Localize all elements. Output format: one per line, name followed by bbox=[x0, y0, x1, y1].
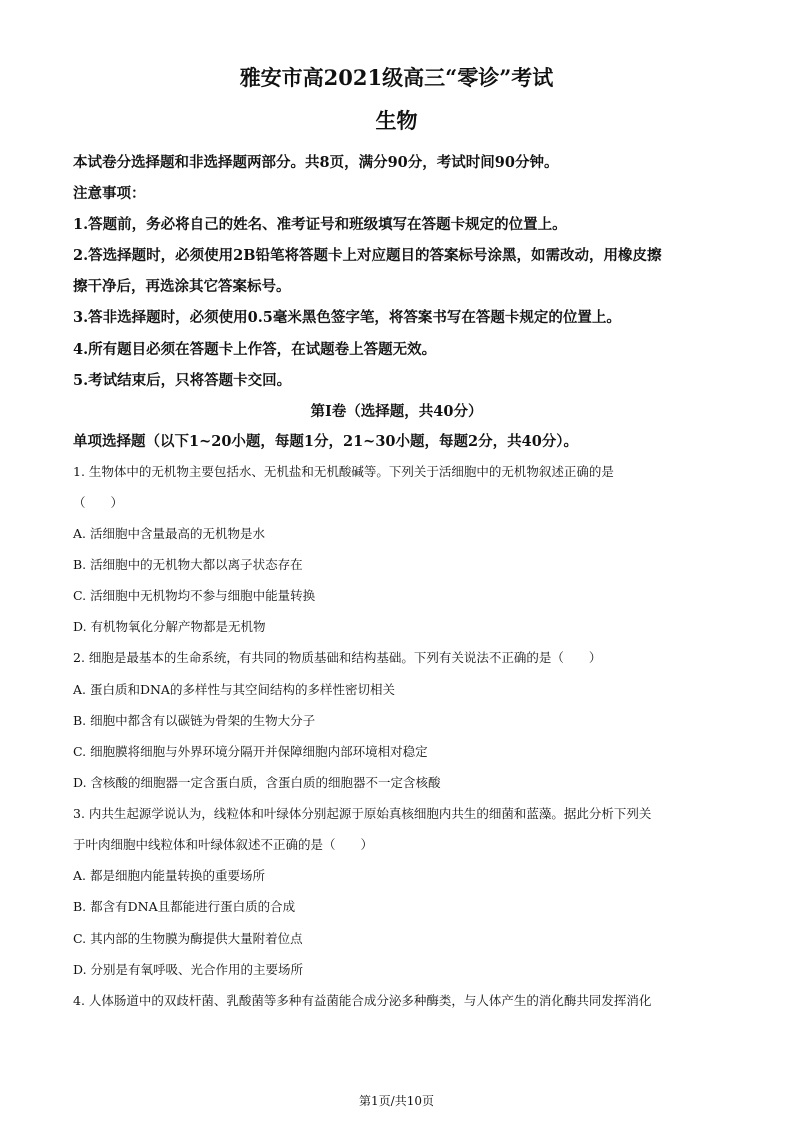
q1-stem-line-2: （ ） bbox=[73, 495, 124, 510]
q3-option-d: D. 分别是有氧呼吸、光合作用的主要场所 bbox=[73, 962, 304, 977]
note-1: 1.答题前，务必将自己的姓名、准考证号和班级填写在答题卡规定的位置上。 bbox=[73, 216, 567, 233]
exam-intro: 本试卷分选择题和非选择题两部分。共8页，满分90分，考试时间90分钟。 bbox=[73, 154, 559, 171]
section-subtitle: 单项选择题（以下1~20小题，每题1分，21~30小题，每题2分，共40分）。 bbox=[73, 433, 579, 450]
q3-option-c: C. 其内部的生物膜为酶提供大量附着位点 bbox=[73, 931, 303, 946]
page-number: 第1页/共10页 bbox=[359, 1094, 434, 1108]
q2-option-a: A. 蛋白质和DNA的多样性与其空间结构的多样性密切相关 bbox=[73, 682, 395, 697]
note-2-line-1: 2.答选择题时，必须使用2B铅笔将答题卡上对应题目的答案标号涂黑，如需改动，用橡皮擦 bbox=[73, 247, 662, 264]
q1-option-a: A. 活细胞中含量最高的无机物是水 bbox=[73, 526, 265, 541]
q1-option-d: D. 有机物氧化分解产物都是无机物 bbox=[73, 619, 266, 634]
note-5: 5.考试结束后，只将答题卡交回。 bbox=[73, 372, 292, 389]
q2-option-c: C. 细胞膜将细胞与外界环境分隔开并保障细胞内部环境相对稳定 bbox=[73, 744, 428, 759]
q1-stem-line-1: 1. 生物体中的无机物主要包括水、无机盐和无机酸碱等。下列关于活细胞中的无机物叙述正确的是 bbox=[73, 464, 614, 479]
q3-option-a: A. 都是细胞内能量转换的重要场所 bbox=[73, 868, 265, 883]
note-4: 4.所有题目必须在答题卡上作答，在试题卷上答题无效。 bbox=[73, 341, 437, 358]
q3-option-b: B. 都含有DNA且都能进行蛋白质的合成 bbox=[73, 899, 296, 914]
q1-option-c: C. 活细胞中无机物均不参与细胞中能量转换 bbox=[73, 588, 316, 603]
q2-stem: 2. 细胞是最基本的生命系统，有共同的物质基础和结构基础。下列有关说法不正确的是（ ） bbox=[73, 650, 602, 665]
q1-option-b: B. 活细胞中的无机物大都以离子状态存在 bbox=[73, 557, 303, 572]
q3-stem-line-1: 3. 内共生起源学说认为，线粒体和叶绿体分别起源于原始真核细胞内共生的细菌和蓝藻。据此分析下列关 bbox=[73, 806, 652, 821]
q4-stem-line-1: 4. 人体肠道中的双歧杆菌、乳酸菌等多种有益菌能合成分泌多种酶类，与人体产生的消化酶共同发挥消化 bbox=[73, 993, 652, 1008]
note-2-line-2: 擦干净后，再选涂其它答案标号。 bbox=[73, 278, 291, 295]
q2-option-b: B. 细胞中都含有以碳链为骨架的生物大分子 bbox=[73, 713, 316, 728]
subject-title: 生物 bbox=[375, 108, 418, 133]
section-title: 第I卷（选择题，共40分） bbox=[310, 403, 483, 420]
note-3: 3.答非选择题时，必须使用0.5毫米黑色签字笔，将答案书写在答题卡规定的位置上。 bbox=[73, 309, 621, 326]
q2-option-d: D. 含核酸的细胞器一定含蛋白质，含蛋白质的细胞器不一定含核酸 bbox=[73, 775, 441, 790]
notes-heading: 注意事项： bbox=[73, 185, 146, 202]
q3-stem-line-2: 于叶肉细胞中线粒体和叶绿体叙述不正确的是（ ） bbox=[73, 837, 374, 852]
exam-title: 雅安市高2021级高三“零诊”考试 bbox=[239, 65, 554, 90]
